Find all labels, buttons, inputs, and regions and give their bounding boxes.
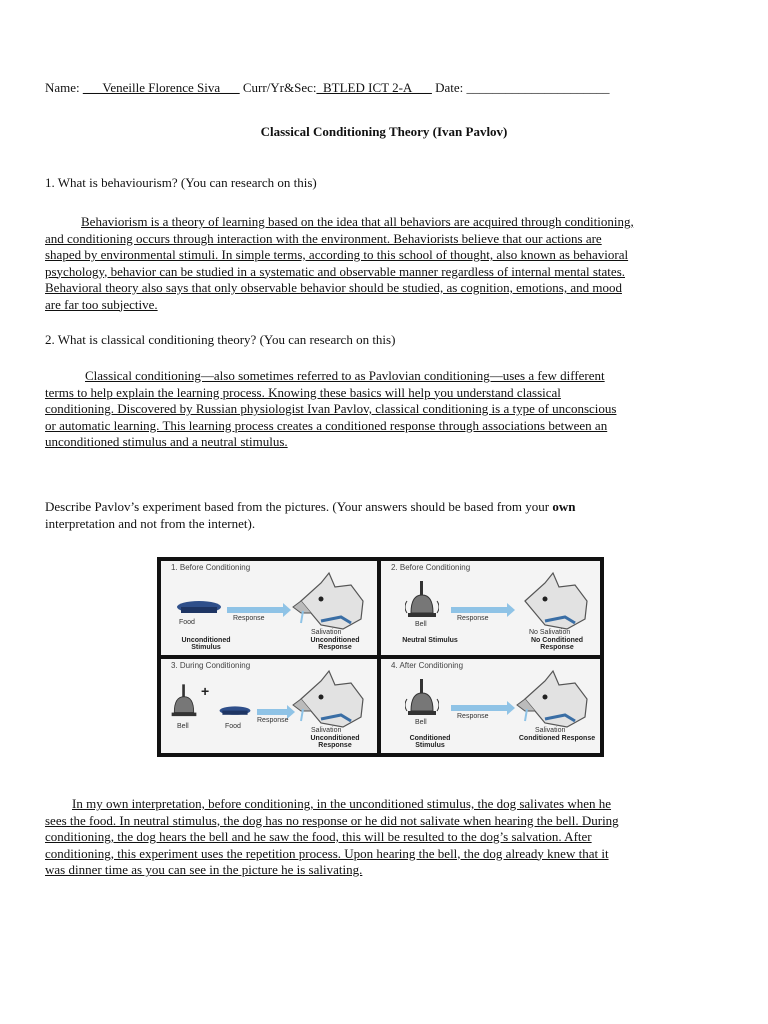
header-line (45, 80, 609, 96)
describe-text-2: interpretation and not from the internet). (45, 516, 256, 531)
answer-1-line: psychology, behavior can be studied in a systematic and observable manner regardless of internal mental states. (45, 263, 625, 279)
answer-2-line: unconditioned stimulus and a neutral stimulus. (45, 434, 288, 449)
bell-label: Bell (177, 723, 189, 730)
name-label: Name: (45, 80, 80, 95)
answer-1 (45, 214, 725, 313)
answer-2-line: conditioning. Discovered by Russian physiologist Ivan Pavlov, classical conditioning is a type of unconscious (45, 401, 617, 416)
interpretation-line: was dinner time as you can see in the picture he is salivating. (45, 862, 363, 877)
answer-1-line: and conditioning occurs through interaction with the environment. Behaviorists believe that our actions are (45, 230, 602, 246)
stimulus-label: Unconditioned Stimulus (181, 637, 231, 651)
panel-label: 2. Before Conditioning (391, 563, 471, 572)
food-bowl-icon (217, 705, 253, 719)
curr-value: _BTLED ICT 2-A___ (316, 80, 432, 95)
interpretation-answer (45, 796, 725, 879)
interpretation-line: sees the food. In neutral stimulus, the dog has no response or he did not salivate when hearing the bell. During (45, 812, 619, 828)
food-label: Food (179, 619, 195, 626)
curr-label: Curr/Yr&Sec: (242, 80, 317, 95)
response-type-label: Conditioned Response (518, 735, 596, 742)
no-salivation-label: No Salivation (529, 629, 571, 636)
response-arrow (227, 607, 283, 613)
bell-label: Bell (415, 719, 427, 726)
response-type-label: No Conditioned Response (530, 637, 584, 651)
question-1: 1. What is behaviourism? (You can research on this) (45, 175, 317, 190)
answer-2 (45, 368, 725, 451)
bell-icon (169, 683, 199, 721)
bell-icon (405, 679, 439, 719)
dog-icon (291, 571, 371, 633)
response-label: Response (233, 615, 265, 622)
response-type-label: Unconditioned Response (310, 637, 360, 651)
panel-label: 4. After Conditioning (391, 661, 464, 670)
interpretation-line: conditioning, the dog hears the bell and he saw the food, this will be resulted to the dog’s salvation. After (45, 829, 592, 844)
response-label: Response (257, 717, 289, 724)
stimulus-label: Neutral Stimulus (402, 637, 458, 644)
interpretation-line: conditioning, this experiment uses the repetition process. Upon hearing the bell, the dog already knew that it (45, 845, 609, 861)
dog-icon (515, 669, 595, 731)
panel-during-conditioning (161, 659, 377, 753)
panel-after-conditioning (381, 659, 600, 753)
answer-2-line: or automatic learning. This learning process creates a conditioned response through associations between an (45, 417, 608, 433)
pavlov-figure (157, 557, 604, 757)
bell-icon (405, 581, 439, 621)
answer-2-line: terms to help explain the learning process. Knowing these basics will help you understand classical (45, 384, 561, 400)
bell-label: Bell (415, 621, 427, 628)
answer-1-line: Behavioral theory also says that only observable behavior should be studied, as cognition, emotions, and mood (45, 280, 622, 295)
response-arrow (257, 709, 287, 715)
response-arrow (451, 705, 507, 711)
date-value: ______________________ (466, 80, 610, 95)
describe-instruction (45, 498, 725, 532)
salivation-label: Salivation (311, 629, 342, 636)
panel-label: 3. During Conditioning (171, 661, 251, 670)
food-bowl-icon (175, 599, 223, 619)
response-label: Response (457, 713, 489, 720)
response-type-label: Unconditioned Response (310, 735, 360, 749)
question-2: 2. What is classical conditioning theory? (You can research on this) (45, 332, 396, 347)
panel-before-conditioning-1 (161, 561, 377, 655)
panel-label: 1. Before Conditioning (171, 563, 251, 572)
plus-sign: + (201, 683, 210, 699)
describe-text: Describe Pavlov’s experiment based from the pictures. (Your answers should be based from your (45, 499, 553, 514)
answer-1-line: are far too subjective. (45, 296, 158, 312)
stimulus-label: Conditioned Stimulus (409, 735, 451, 749)
salivation-label: Salivation (311, 727, 342, 734)
food-label: Food (225, 723, 241, 730)
interpretation-line: In my own interpretation, before conditioning, in the unconditioned stimulus, the dog salivates when he (72, 796, 612, 811)
answer-1-line: Behaviorism is a theory of learning based on the idea that all behaviors are acquired through conditioning, (81, 214, 634, 229)
dog-icon (515, 571, 595, 633)
date-label: Date: (435, 80, 464, 95)
answer-2-line: Classical conditioning—also sometimes referred to as Pavlovian conditioning—uses a few different (85, 368, 605, 383)
response-arrow (451, 607, 507, 613)
dog-icon (291, 669, 371, 731)
describe-bold: own (552, 499, 576, 514)
response-label: Response (457, 615, 489, 622)
document-title: Classical Conditioning Theory (Ivan Pavlov) (260, 124, 508, 139)
answer-1-line: shaped by environmental stimuli. In simple terms, according to this school of thought, also known as behavioral (45, 247, 629, 262)
panel-before-conditioning-2 (381, 561, 600, 655)
salivation-label: Salivation (535, 727, 566, 734)
name-value: ___Veneille Florence Siva___ (82, 80, 240, 95)
